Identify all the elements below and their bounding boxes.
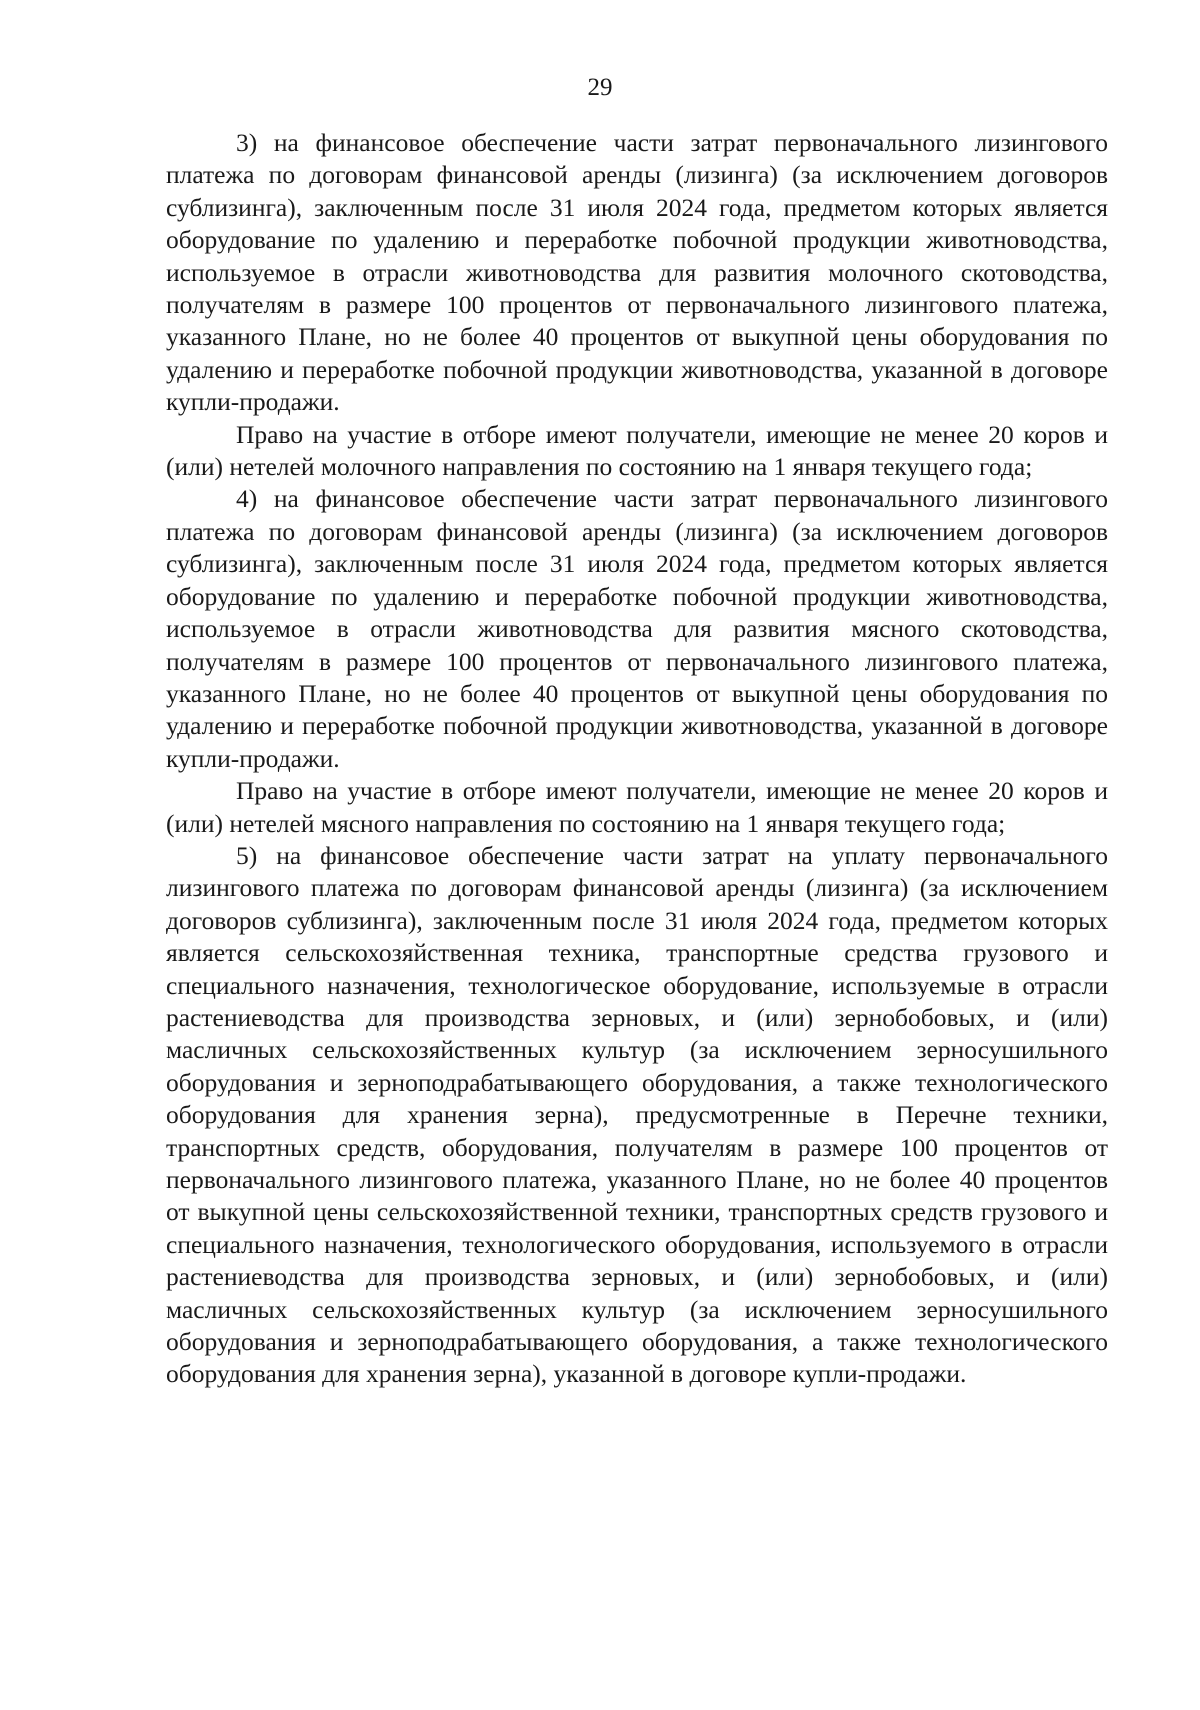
paragraph-item-4: 4) на финансовое обеспечение части затрат первоначального лизингового платежа по договорам финансовой аренды (лизинга) (за исключением договоров сублизинга), заключенным после 31 июля 2024 года, предметом которых является оборудование по удалению и переработке побочной продукции животноводства, используемое в отрасли животноводства для развития мясного скотоводства, получателям в размере 100 процентов от первоначального лизингового платежа, указанного Плане, но не более 40 процентов от выкупной цены оборудования по удалению и переработке побочной продукции животноводства, указанной в договоре купли-продажи. [166, 484, 1108, 773]
paragraph-eligibility-beef: Право на участие в отборе имеют получатели, имеющие не менее 20 коров и (или) нетелей мясного направления по состоянию на 1 января текущего года; [166, 776, 1108, 838]
paragraph-item-3: 3) на финансовое обеспечение части затрат первоначального лизингового платежа по договорам финансовой аренды (лизинга) (за исключением договоров сублизинга), заключенным после 31 июля 2024 года, предметом которых является оборудование по удалению и переработке побочной продукции животноводства, используемое в отрасли животноводства для развития молочного скотоводства, получателям в размере 100 процентов от первоначального лизингового платежа, указанного Плане, но не более 40 процентов от выкупной цены оборудования по удалению и переработке побочной продукции животноводства, указанной в договоре купли-продажи. [166, 128, 1108, 417]
page-number: 29 [587, 74, 613, 101]
paragraph-item-5: 5) на финансовое обеспечение части затрат на уплату первоначального лизингового платежа по договорам финансовой аренды (лизинга) (за исключением договоров сублизинга), заключенным после 31 июля 2024 года, предметом которых является сельскохозяйственная техника, транспортные средства грузового и специального назначения, технологическое оборудование, используемые в отрасли растениеводства для производства зерновых, и (или) зернобобовых, и (или) масличных сельскохозяйственных культур (за исключением зерносушильного оборудования и зерноподрабатывающего оборудования, а также технологического оборудования для хранения зерна), предусмотренные в Перечне техники, транспортных средств, оборудования, получателям в размере 100 процентов от первоначального лизингового платежа, указанного Плане, но не более 40 процентов от выкупной цены сельскохозяйственной техники, транспортных средств грузового и специального назначения, технологического оборудования, используемого в отрасли растениеводства для производства зерновых, и (или) зернобобовых, и (или) масличных сельскохозяйственных культур (за исключением зерносушильного оборудования и зерноподрабатывающего оборудования, а также технологического оборудования для хранения зерна), указанной в договоре купли-продажи. [166, 840, 1108, 1389]
paragraph-eligibility-dairy: Право на участие в отборе имеют получатели, имеющие не менее 20 коров и (или) нетелей молочного направления по состоянию на 1 января текущего года; [166, 419, 1108, 482]
document-body [166, 127, 1108, 1391]
